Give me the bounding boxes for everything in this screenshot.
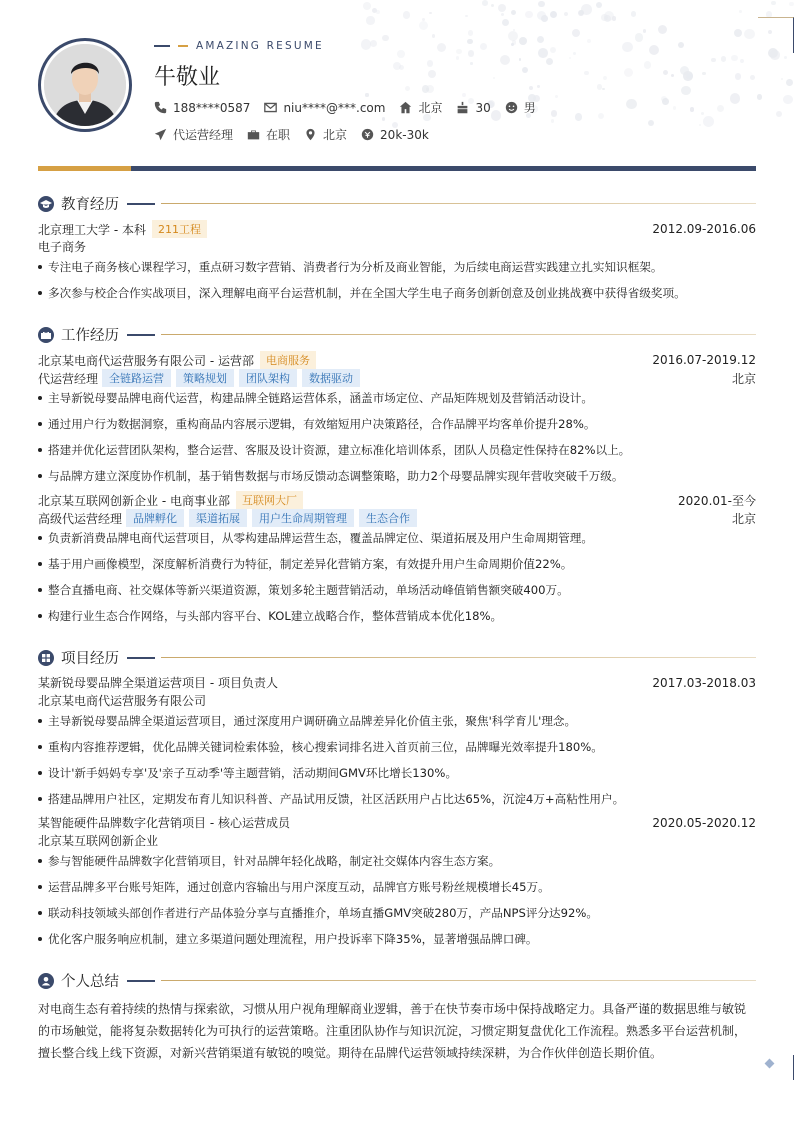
work-location: 北京 bbox=[731, 511, 756, 526]
skill-tag: 生态合作 bbox=[359, 509, 417, 527]
skill-tag: 全链路运营 bbox=[102, 369, 171, 387]
project-entry-header bbox=[38, 674, 756, 691]
school-tag: 211工程 bbox=[152, 220, 207, 238]
school-name: 北京理工大学 - 本科 bbox=[38, 222, 146, 237]
list-item: 专注电子商务核心课程学习，重点研习数字营销、消费者行为分析及商业智能，为后续电商运营实践建立扎实知识框架。 bbox=[38, 259, 756, 275]
corner-decoration-top bbox=[758, 17, 794, 53]
graduation-cap-icon bbox=[38, 196, 54, 212]
corner-decoration-bottom bbox=[770, 1055, 794, 1080]
education-section-title bbox=[38, 193, 756, 214]
tagline-text: AMAZING RESUME bbox=[196, 40, 324, 52]
list-item: 与品牌方建立深度协作机制，基于销售数据与市场反馈动态调整策略，助力2个母婴品牌实现年营收突破千万级。 bbox=[38, 468, 756, 484]
list-item: 主导新锐母婴品牌全渠道运营项目，通过深度用户调研确立品牌差异化价值主张，聚焦'科学育儿'理念。 bbox=[38, 713, 756, 729]
job-target-text: 代运营经理 bbox=[173, 128, 234, 142]
education-major-row bbox=[38, 238, 756, 255]
resume-tagline bbox=[154, 40, 324, 52]
list-item: 参与智能硬件品牌数字化营销项目，针对品牌年轻化战略，制定社交媒体内容生态方案。 bbox=[38, 853, 756, 869]
contact-info-row bbox=[154, 99, 550, 116]
skill-tag: 渠道拓展 bbox=[189, 509, 247, 527]
project-company-row bbox=[38, 832, 756, 849]
project-company: 北京某互联网创新企业 bbox=[38, 834, 159, 848]
list-item: 运营品牌多平台账号矩阵，通过创意内容输出与用户深度互动，品牌官方账号粉丝规模增长45万。 bbox=[38, 879, 756, 895]
section-heading: 项目经历 bbox=[61, 651, 119, 667]
avatar bbox=[44, 44, 126, 126]
summary-text: 对电商生态有着持续的热情与探索欲，习惯从用户视角理解商业逻辑，善于在快节奏市场中保持战略定力。具备严谨的数据思维与敏锐的市场触觉，能将复杂数据转化为可执行的运营策略。注重团队协作与知识沉淀，习惯定期复盘优化工作流程。熟悉多平台运营机制，擅长整合线上线下资源，对新兴营销渠道有敏锐的嗅觉。期待在品牌代运营领域持续深耕，为合作伙伴创造长期价值。 bbox=[38, 1002, 747, 1060]
home-icon bbox=[399, 101, 412, 114]
project-company: 北京某电商代运营服务有限公司 bbox=[38, 694, 207, 708]
company-tag: 电商服务 bbox=[260, 351, 316, 369]
avatar-frame bbox=[38, 38, 132, 132]
project-entry-header bbox=[38, 814, 756, 831]
project-period: 2017.03-2018.03 bbox=[652, 675, 756, 690]
user-icon bbox=[38, 973, 54, 989]
phone-text: 188****0587 bbox=[173, 100, 251, 115]
list-item: 优化客户服务响应机制，建立多渠道问题处理流程，用户投诉率下降35%，显著增强品牌口碑。 bbox=[38, 931, 756, 947]
list-item: 主导新锐母婴品牌电商代运营，构建品牌全链路运营体系，涵盖市场定位、产品矩阵规划及营销活动设计。 bbox=[38, 390, 756, 406]
skill-tag: 用户生命周期管理 bbox=[252, 509, 354, 527]
work-entry-header bbox=[38, 351, 756, 369]
company-name: 北京某电商代运营服务有限公司 - 运营部 bbox=[38, 353, 254, 368]
phone-icon bbox=[154, 101, 167, 114]
city-text: 北京 bbox=[418, 101, 443, 115]
list-item: 重构内容推荐逻辑，优化品牌关键词检索体验，核心搜索词排名进入首页前三位，品牌曝光效率提升180%。 bbox=[38, 739, 756, 755]
candidate-name: 牛敬业 bbox=[154, 65, 221, 90]
email-text: niu****@***.com bbox=[283, 100, 386, 115]
role-text: 高级代运营经理 bbox=[38, 511, 123, 526]
smile-icon bbox=[505, 101, 518, 114]
skill-tag: 团队架构 bbox=[239, 369, 297, 387]
list-item: 设计'新手妈妈专享'及'亲子互动季'等主题营销，活动期间GMV环比增长130%。 bbox=[38, 765, 756, 781]
gender-text: 男 bbox=[523, 101, 536, 115]
work-period: 2016.07-2019.12 bbox=[652, 353, 756, 367]
education-entry-header bbox=[38, 220, 756, 238]
work-section-title bbox=[38, 324, 756, 345]
summary-section-title bbox=[38, 970, 756, 991]
project-title: 某智能硬件品牌数字化营销项目 - 核心运营成员 bbox=[38, 816, 290, 830]
company-name: 北京某互联网创新企业 - 电商事业部 bbox=[38, 493, 230, 508]
cake-icon bbox=[456, 101, 469, 114]
skill-tag: 策略规划 bbox=[176, 369, 234, 387]
briefcase-icon bbox=[38, 327, 54, 343]
company-tag: 互联网大厂 bbox=[236, 491, 303, 509]
section-heading: 个人总结 bbox=[61, 974, 119, 990]
list-item: 通过用户行为数据洞察，重构商品内容展示逻辑，有效缩短用户决策路径，合作品牌平均客单价提升28%。 bbox=[38, 416, 756, 432]
status-text: 在职 bbox=[266, 128, 291, 142]
list-item: 基于用户画像模型，深度解析消费行为特征，制定差异化营销方案，有效提升用户生命周期价值22%。 bbox=[38, 556, 756, 572]
list-item: 负责新消费品牌电商代运营项目，从零构建品牌运营生态，覆盖品牌定位、渠道拓展及用户生命周期管理。 bbox=[38, 530, 756, 546]
email-icon bbox=[264, 101, 277, 114]
major-text: 电子商务 bbox=[38, 240, 87, 254]
list-item: 搭建并优化运营团队架构，整合运营、客服及设计资源，建立标准化培训体系，团队人员稳定性保持在82%以上。 bbox=[38, 442, 756, 458]
work-role-row bbox=[38, 369, 756, 387]
send-icon bbox=[154, 128, 167, 141]
list-item: 构建行业生态合作网络，与头部内容平台、KOL建立战略合作，整体营销成本优化18%。 bbox=[38, 608, 756, 624]
education-period: 2012.09-2016.06 bbox=[652, 222, 756, 236]
list-item: 多次参与校企合作实战项目，深入理解电商平台运营机制，并在全国大学生电子商务创新创意及创业挑战赛中获得省级奖项。 bbox=[38, 285, 756, 301]
work-city-text: 北京 bbox=[323, 128, 348, 142]
list-item: 搭建品牌用户社区，定期发布育儿知识科普、产品试用反馈，社区活跃用户占比达65%，沉淀4万+高粘性用户。 bbox=[38, 791, 756, 807]
location-pin-icon bbox=[304, 128, 317, 141]
project-company-row bbox=[38, 692, 756, 709]
section-heading: 教育经历 bbox=[61, 197, 119, 213]
work-role-row bbox=[38, 509, 756, 527]
skill-tag: 数据驱动 bbox=[302, 369, 360, 387]
job-intent-row bbox=[154, 126, 443, 143]
salary-text: 20k-30k bbox=[380, 127, 429, 142]
work-location: 北京 bbox=[731, 371, 756, 386]
role-text: 代运营经理 bbox=[38, 371, 99, 386]
resume-header bbox=[38, 36, 758, 146]
work-period: 2020.01-至今 bbox=[678, 493, 756, 508]
list-item: 整合直播电商、社交媒体等新兴渠道资源，策划多轮主题营销活动，单场活动峰值销售额突破400万。 bbox=[38, 582, 756, 598]
section-heading: 工作经历 bbox=[61, 328, 119, 344]
project-period: 2020.05-2020.12 bbox=[652, 815, 756, 830]
skill-tag: 品牌孵化 bbox=[126, 509, 184, 527]
project-title: 某新锐母婴品牌全渠道运营项目 - 项目负责人 bbox=[38, 676, 278, 690]
briefcase-icon bbox=[247, 128, 260, 141]
list-item: 联动科技领域头部创作者进行产品体验分享与直播推介，单场直播GMV突破280万，产品NPS评分达92%。 bbox=[38, 905, 756, 921]
project-section-title bbox=[38, 647, 756, 668]
salary-icon bbox=[361, 128, 374, 141]
work-entry-header bbox=[38, 491, 756, 509]
grid-icon bbox=[38, 650, 54, 666]
header-divider-bar bbox=[38, 166, 756, 171]
age-text: 30 bbox=[475, 100, 491, 115]
